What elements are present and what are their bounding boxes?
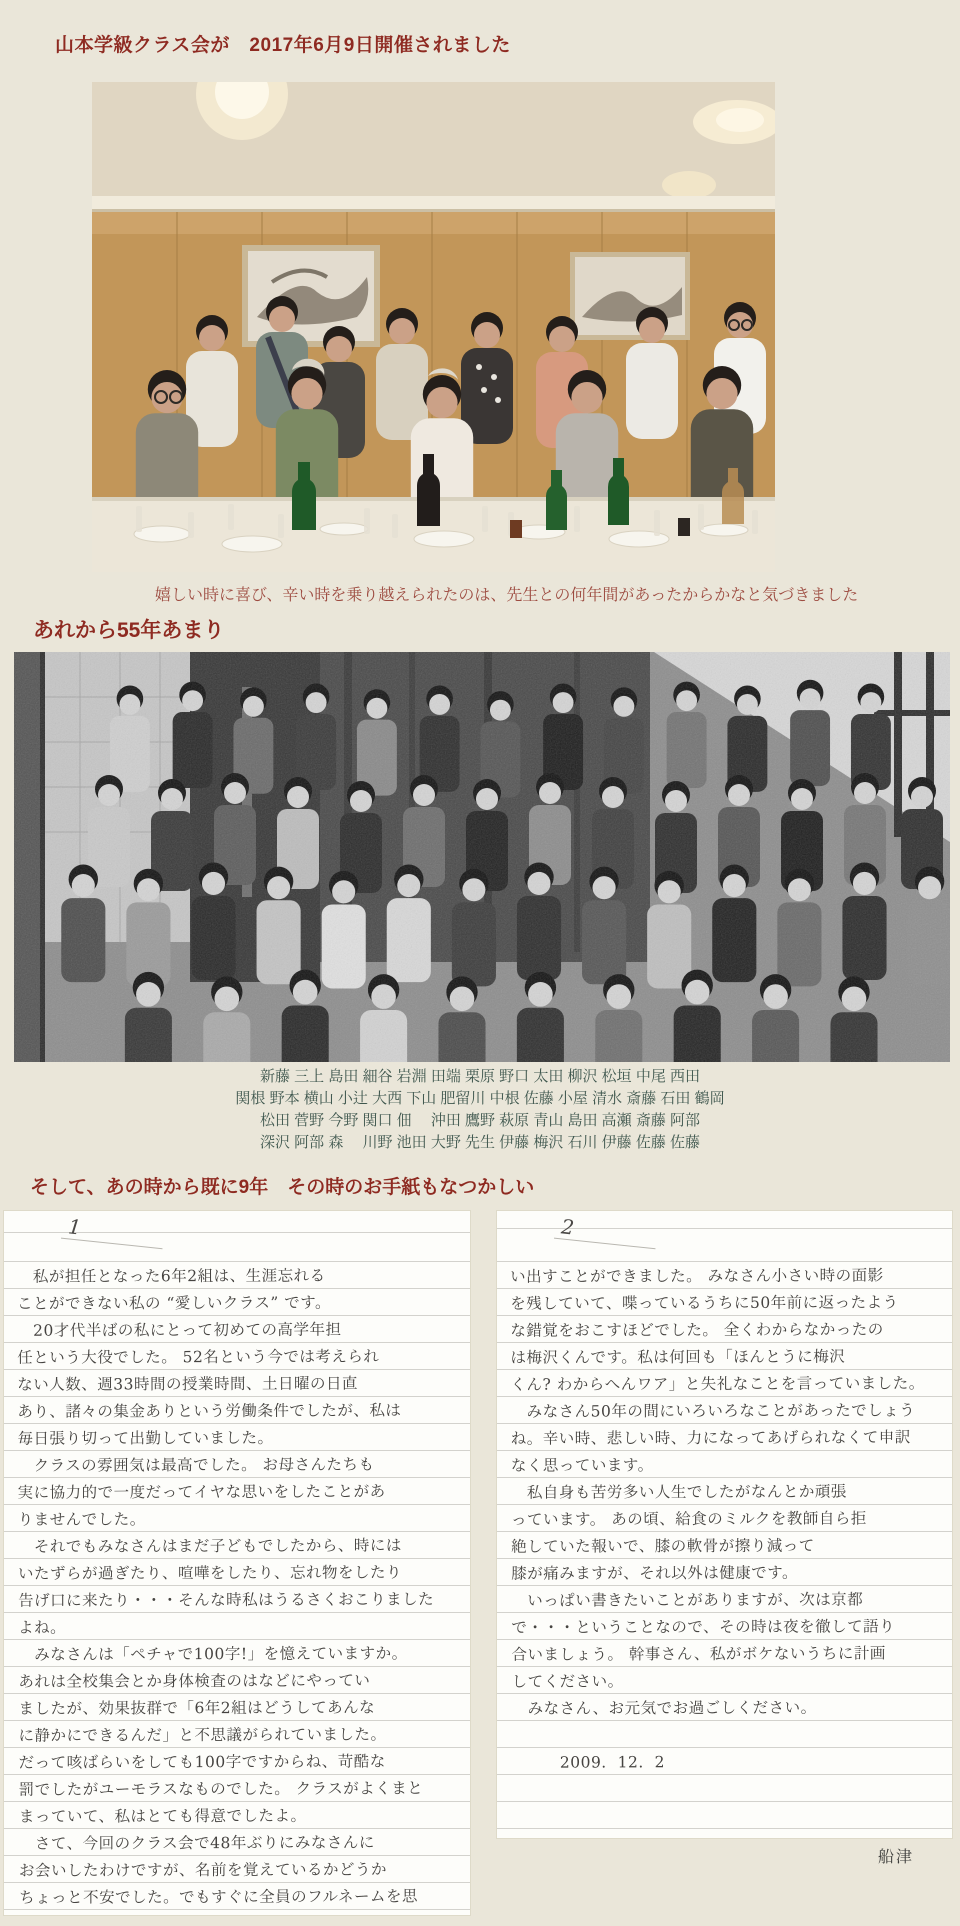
text-line: ない人数、週33時間の授業時間、土日曜の日直 bbox=[17, 1374, 359, 1394]
text-line: さて、今回のクラス会で48年ぶりにみなさんに bbox=[18, 1833, 375, 1853]
text-line: 合いましょう。 幹事さん、私がボケないうちに計画 bbox=[511, 1644, 886, 1664]
text-line: 新藤 三上 島田 細谷 岩淵 田端 栗原 野口 太田 柳沢 松垣 中尾 西田 bbox=[259, 1068, 700, 1085]
text-line: だって咳ばらいをしても100字ですからね、苛酷な bbox=[18, 1752, 386, 1772]
text-line: してください。 bbox=[511, 1672, 624, 1691]
text-line: 2009. 12. 2 bbox=[511, 1753, 665, 1772]
text-line: みなさん50年の間にいろいろなことがあったでしょう bbox=[510, 1401, 916, 1421]
text-line: 罰でしたがユーモラスなものでした。 クラスがよくまと bbox=[18, 1779, 424, 1799]
letter-scan-page-2 bbox=[497, 1211, 952, 1838]
wall-art-right bbox=[570, 252, 690, 340]
text-line: で・・・ということなので、その時は夜を徹して語り bbox=[511, 1617, 896, 1637]
class-photo-bw bbox=[14, 652, 950, 1062]
heading-letters: そして、あの時から既に9年 その時のお手紙もなつかしい bbox=[30, 1177, 535, 1198]
text-line: は梅沢くんです。私は何回も「ほんとうに梅沢 bbox=[510, 1347, 846, 1367]
text-line: まっていて、私はとても得意でしたよ。 bbox=[18, 1806, 307, 1826]
text-line: よね。 bbox=[18, 1618, 67, 1637]
text-line: いっぱい書きたいことがありますが、次は京都 bbox=[511, 1590, 864, 1610]
text-line: を残していて、喋っているうちに50年前に返ったよう bbox=[510, 1293, 899, 1313]
signature-funatsu: 船津 bbox=[878, 1849, 915, 1866]
text-line: りませんでした。 bbox=[17, 1510, 146, 1529]
text-line: っています。 あの頃、給食のミルクを教師自ら拒 bbox=[510, 1509, 867, 1529]
text-line: に静かにできるんだ」と不思議がられていました。 bbox=[18, 1725, 387, 1745]
student-names bbox=[0, 1066, 960, 1154]
text-line: 任という大役でした。 52名という今では考えられ bbox=[17, 1347, 380, 1367]
text-line: 私が担任となった6年2組は、生涯忘れる bbox=[16, 1266, 326, 1286]
heading-55-years: あれから55年あまり bbox=[33, 619, 225, 642]
text-line: いたずらが過ぎたり、喧嘩をしたり、忘れ物をしたり bbox=[17, 1563, 402, 1583]
class-photo-illustration bbox=[14, 652, 950, 1062]
text-line: 深沢 阿部 森 川野 池田 大野 先生 伊藤 梅沢 石川 伊藤 佐藤 佐藤 bbox=[259, 1134, 700, 1151]
text-line: 絶していた報いで、膝の軟骨が擦り減って bbox=[511, 1536, 815, 1556]
text-line: 松田 菅野 今野 関口 佃 沖田 鷹野 萩原 青山 島田 高瀬 斎藤 阿部 bbox=[259, 1112, 700, 1129]
text-line: なく思っています。 bbox=[510, 1456, 654, 1475]
text-line: 20才代半ばの私にとって初めての高学年担 bbox=[17, 1320, 342, 1340]
text-line: 私自身も苦労多い人生でしたがなんとか頑張 bbox=[510, 1482, 847, 1502]
photo-caption: 嬉しい時に喜び、辛い時を乗り越えられたのは、先生との何年間があったからかなと気づきました bbox=[155, 587, 859, 604]
text-line: 告げ口に来たり・・・そんな時私はうるさくおこりました bbox=[18, 1590, 435, 1610]
page-title: 山本学級クラス会が 2017年6月9日開催されました bbox=[55, 35, 511, 56]
text-line: 関根 野本 横山 小辻 大西 下山 肥留川 中根 佐藤 小屋 清水 斎藤 石田 鶴岡 bbox=[235, 1090, 725, 1107]
reunion-photo-illustration bbox=[92, 82, 775, 572]
letter-page-number: 2 bbox=[554, 1214, 658, 1250]
text-line: ちょっと不安でした。でもすぐに全員のフルネームを思 bbox=[19, 1887, 419, 1907]
text-line: みなさん、お元気でお過ごしください。 bbox=[511, 1698, 817, 1718]
text-line: ましたが、効果抜群で「6年2組はどうしてあんな bbox=[18, 1698, 376, 1718]
text-line: クラスの雰囲気は最高でした。 お母さんたちも bbox=[17, 1455, 375, 1475]
text-line: それでもみなさんはまだ子どもでしたから、時には bbox=[17, 1536, 402, 1556]
text-line: あれは全校集会とか身体検査のはなどにやってい bbox=[18, 1671, 371, 1691]
text-line: 毎日張り切って出勤していました。 bbox=[17, 1428, 274, 1448]
text-line: くん? わからへんワア」と失礼なことを言っていました。 bbox=[510, 1374, 925, 1394]
text-line: ね。辛い時、悲しい時、力になってあげられなくて申訳 bbox=[510, 1428, 911, 1448]
text-line: 膝が痛みますが、それ以外は健康です。 bbox=[511, 1563, 798, 1583]
text-line: お会いしたわけですが、名前を覚えているかどうか bbox=[18, 1860, 388, 1880]
text-line: ことができない私の “愛しいクラス” です。 bbox=[16, 1293, 332, 1313]
letter-page-number: 1 bbox=[61, 1214, 165, 1250]
text-line: みなさんは「ペチャで100字!」を憶えていますか。 bbox=[18, 1644, 408, 1664]
letter-scan-page-1 bbox=[4, 1211, 470, 1915]
text-line: あり、諸々の集金ありという労働条件でしたが、私は bbox=[17, 1401, 402, 1421]
text-line: い出すことができました。 みなさん小さい時の面影 bbox=[510, 1266, 884, 1286]
text-line: な錯覚をおこすほどでした。 全くわからなかったの bbox=[510, 1320, 884, 1340]
text-line: 実に協力的で一度だってイヤな思いをしたことがあ bbox=[17, 1482, 386, 1502]
letter-text bbox=[510, 1262, 945, 1777]
wall-art-left bbox=[242, 245, 380, 347]
reunion-photo-2017 bbox=[92, 82, 775, 572]
letter-text bbox=[17, 1262, 463, 1912]
text-line bbox=[512, 1721, 945, 1750]
